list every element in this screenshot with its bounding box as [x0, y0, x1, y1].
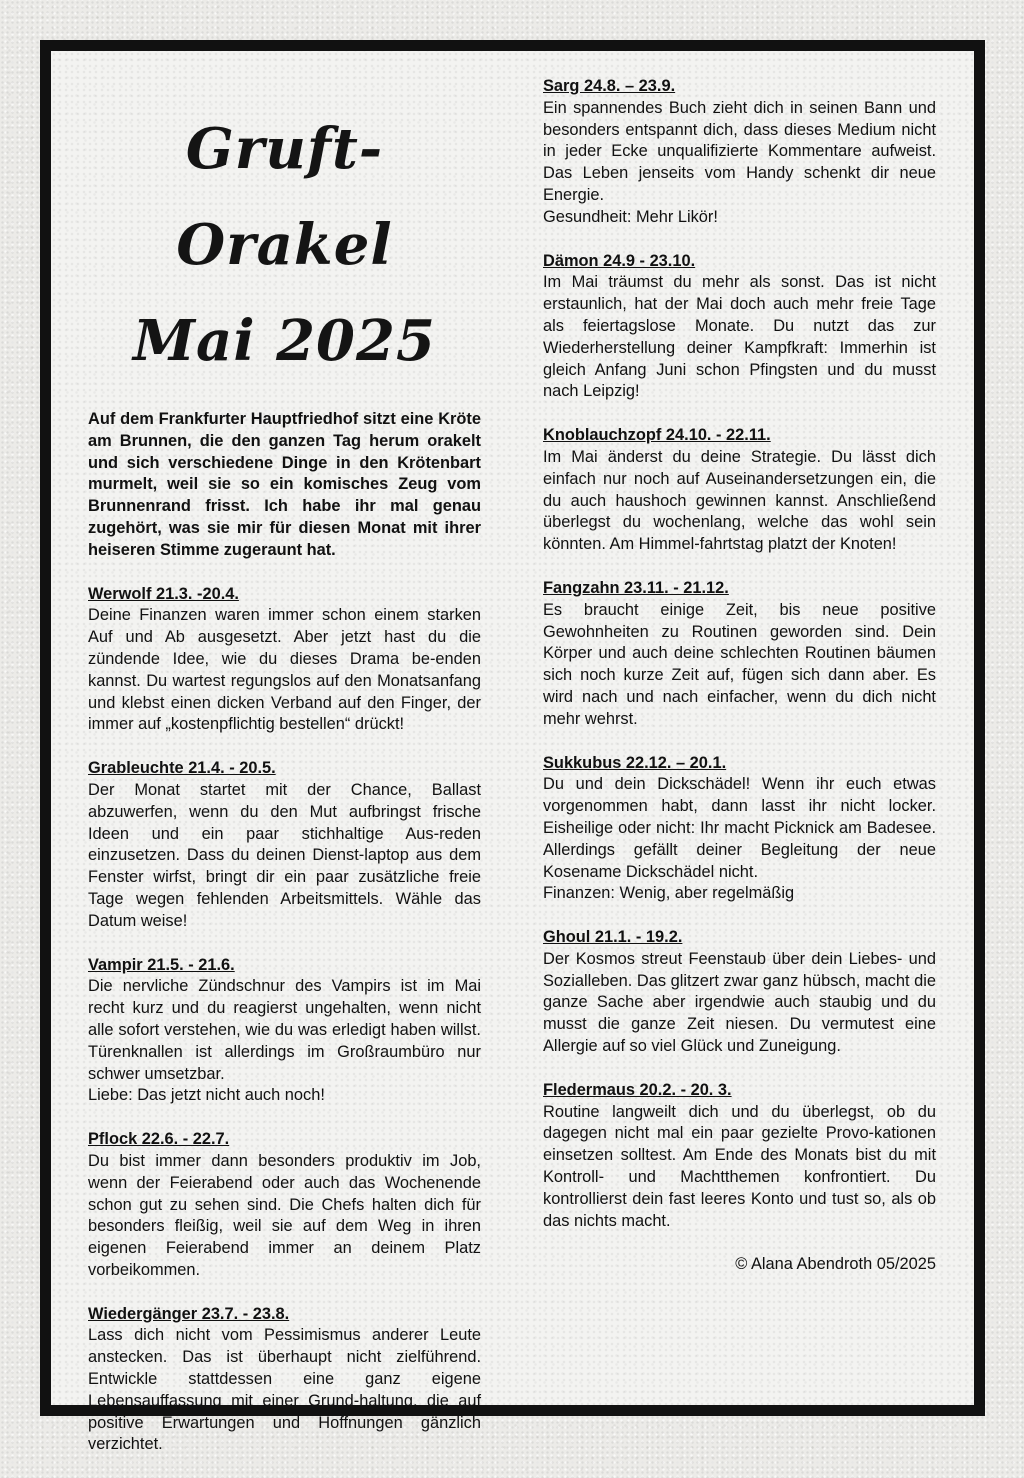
sign-grableuchte: [88, 758, 481, 932]
sign-fledermaus: [543, 1080, 936, 1233]
sign-vampir: [88, 955, 481, 1108]
sign-heading: Knoblauchzopf 24.10. - 22.11.: [543, 426, 771, 445]
sign-ghoul: [543, 927, 936, 1058]
sign-text: Die nervliche Zündschnur des Vampirs ist im Mai recht kurz und du reagierst ungehalten, wenn nicht alle sofort verstehen, wie du was erledigt haben willst. Türenknallen ist allerdings im Großraumbüro nur schwer umsetzbar.: [88, 977, 481, 1083]
sign-extra: Gesundheit: Mehr Likör!: [543, 207, 718, 226]
title-line-2: Mai 2025: [133, 308, 436, 374]
sign-heading: Fledermaus 20.2. - 20. 3.: [543, 1080, 732, 1099]
sign-text: Der Kosmos streut Feenstaub über dein Liebes- und Sozialleben. Das glitzert zwar ganz hübsch, macht die ganze Sache aber irgendwie auch staubig und du musst die ganze Zeit niesen. Du vermutest eine Allergie auf so viel Glück und Zuneigung.: [543, 949, 936, 1056]
sign-heading: Vampir 21.5. - 21.6.: [88, 955, 235, 974]
sign-fangzahn: [543, 578, 936, 731]
sign-heading: Werwolf 21.3. -20.4.: [88, 584, 239, 603]
sign-text: Der Monat startet mit der Chance, Ballast abzuwerfen, wenn du den Mut aufbringst frische Ideen und ein paar stichhaltige Aus-reden einzusetzen. Dass du deinen Dienst-laptop aus dem Fenster wirfst, bringt dir ein paar zusätzliche freie Tage wegen fehlenden Arbeitsmittels. Wähle das Datum weise!: [88, 780, 481, 930]
sign-extra: Liebe: Das jetzt nicht auch noch!: [88, 1086, 325, 1105]
sign-text: Lass dich nicht vom Pessimismus anderer Leute anstecken. Das ist überhaupt nicht zielführend. Entwickle stattdessen eine ganz eigene Lebensauffassung mit einer Grund-haltung, die auf positive Erwartungen und Hoffnungen gänzlich verzichtet.: [88, 1326, 481, 1454]
sign-text: Routine langweilt dich und du überlegst, ob du dagegen nicht mal ein paar gezielte Provo-kationen einsetzen solltest. Am Ende des Monats bist du mit Kontroll- und Machtthemen konfrontiert. Du kontrollierst dein fast leeres Konto und tust so, als ob das nichts macht.: [543, 1102, 936, 1230]
sign-pflock: [88, 1129, 481, 1282]
sign-text: Ein spannendes Buch zieht dich in seinen Bann und besonders entspannt dich, dass dieses Medium nicht in jeder Ecke unqualifizierte Kommentare aufweist. Das Leben jenseits vom Handy schenkt dir neue Energie.: [543, 98, 936, 204]
sign-sarg: [543, 76, 936, 229]
intro-paragraph: Auf dem Frankfurter Hauptfriedhof sitzt eine Kröte am Brunnen, die den ganzen Tag herum orakelt und sich verschiedene Dinge in den Krötenbart murmelt, weil sie so ein komisches Zeug vom Brunnenrand frisst. Ich habe ihr mal genau zugehört, was sie mir für diesen Monat mit ihrer heiseren Stimme zugeraunt hat.: [88, 410, 481, 559]
sign-text: Im Mai änderst du deine Strategie. Du lässt dich einfach nur noch auf Auseinandersetzungen ein, die du auch haushoch gewinnen kannst. Anschließend überlegst du wochenlang, welche das wohl sein könnten. Am Himmel-fahrtstag platzt der Knoten!: [543, 447, 936, 554]
right-column: [543, 76, 936, 1276]
sign-text: Es braucht einige Zeit, bis neue positive Gewohnheiten zu Routinen geworden sind. Dein Körper und auch deine schlechten Routinen bäumen sich noch kurze Zeit auf, fügen sich dann aber. Es wird nach und nach einfacher, wenn du dich nicht mehr wehrst.: [543, 600, 936, 728]
sign-text: Deine Finanzen waren immer schon einem starken Auf und Ab ausgesetzt. Aber jetzt hast du die zündende Idee, wie du dieses Drama be-enden kannst. Du wartest regungslos auf den Monatsanfang und klebst einen dicken Verband auf den Finger, der immer auf „kostenpflichtig bestellen“ drückt!: [88, 606, 481, 734]
sign-heading: Ghoul 21.1. - 19.2.: [543, 928, 683, 947]
sign-werwolf: [88, 584, 481, 737]
sign-heading: Dämon 24.9 - 23.10.: [543, 251, 696, 270]
sign-text: Du bist immer dann besonders produktiv im Job, wenn der Feierabend oder auch das Wochenende schon gut zu sehen sind. Die Chefs halten dich für besonders fleißig, weil sie auf dem Weg in ihren eigenen Feierabend immer an deinem Platz vorbeikommen.: [88, 1151, 481, 1279]
sign-heading: Sukkubus 22.12. – 20.1.: [543, 753, 727, 772]
sign-text: Im Mai träumst du mehr als sonst. Das ist nicht erstaunlich, hat der Mai doch auch mehr freie Tage als feiertagslose Monate. Du nutzt das zur Wiederherstellung deiner Kampfkraft: Immerhin ist gleich Anfang Juni schon Pfingsten und du musst nach Leipzig!: [543, 273, 936, 401]
sign-heading: Grableuchte 21.4. - 20.5.: [88, 759, 276, 778]
sign-knoblauchzopf: [543, 425, 936, 556]
page: [51, 51, 974, 1454]
sign-extra: Finanzen: Wenig, aber regelmäßig: [543, 884, 795, 903]
page-title: [88, 101, 481, 389]
sign-heading: Fangzahn 23.11. - 21.12.: [543, 578, 729, 597]
title-line-1: Gruft-Orakel: [176, 116, 393, 278]
page-frame: [40, 40, 985, 1454]
sign-heading: Wiedergänger 23.7. - 23.8.: [88, 1304, 290, 1323]
sign-heading: Pflock 22.6. - 22.7.: [88, 1130, 230, 1149]
left-column: [88, 101, 481, 1478]
sign-sukkubus: [543, 753, 936, 906]
copyright-note: © Alana Abendroth 05/2025: [735, 1255, 936, 1274]
sign-daemon: [543, 251, 936, 404]
sign-wiedergaenger: [88, 1304, 481, 1457]
sign-heading: Sarg 24.8. – 23.9.: [543, 77, 676, 95]
sign-text: Du und dein Dickschädel! Wenn ihr euch etwas vorgenommen habt, dann lasst ihr nicht locker. Eisheilige oder nicht: Ihr macht Picknick am Badesee. Allerdings gefällt deiner Begleitung der neue Kosename Dickschädel nicht.: [543, 775, 936, 881]
